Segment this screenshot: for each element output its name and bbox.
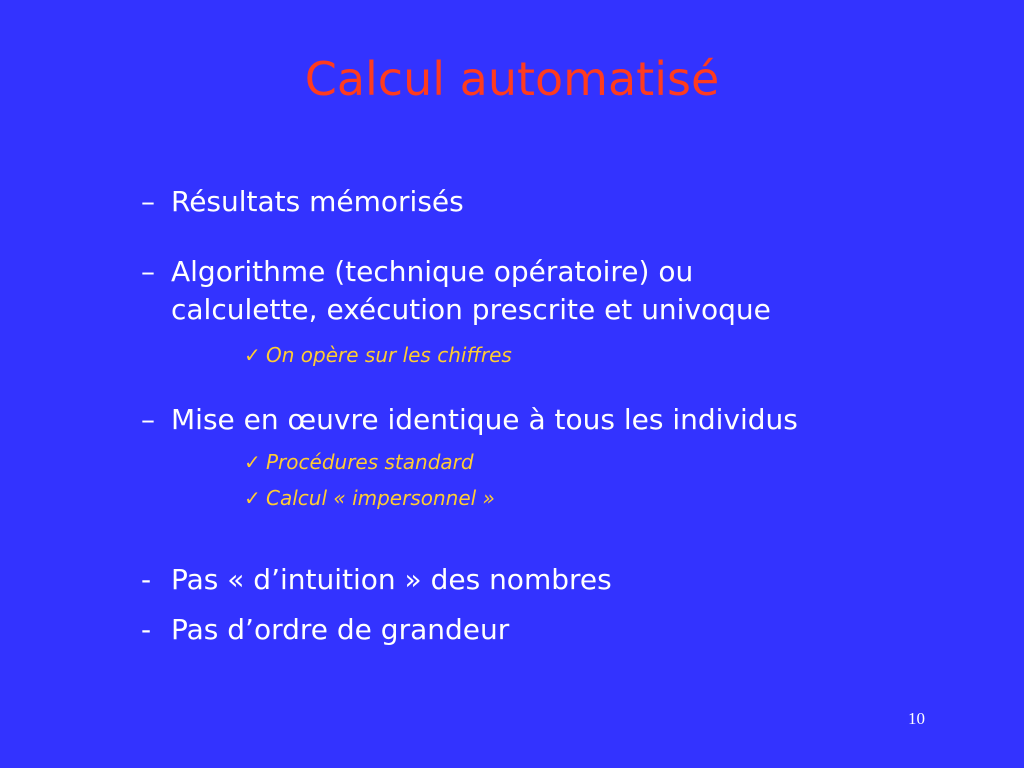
- checkmark-icon: ✓: [244, 343, 261, 367]
- sub-bullet-chiffres: [244, 341, 512, 369]
- slide-title: Calcul automatisé: [304, 52, 720, 106]
- sub-bullet-calcul: [244, 484, 495, 512]
- bullet-line-2: calculette, exécution prescrite et univoque: [171, 293, 771, 326]
- bullet-ordre-grandeur: [141, 611, 509, 649]
- checkmark-icon: ✓: [244, 450, 261, 474]
- bullet-text: [171, 253, 771, 329]
- dash-marker: –: [141, 403, 155, 436]
- bullet-text: Pas « d’intuition » des nombres: [171, 563, 612, 596]
- checkmark-icon: ✓: [244, 486, 261, 510]
- dash-marker: –: [141, 185, 155, 218]
- bullet-intuition: [141, 561, 612, 599]
- bullet-text: Pas d’ordre de grandeur: [171, 613, 510, 646]
- page-number: 10: [908, 709, 925, 728]
- bullet-algorithme: [141, 253, 771, 329]
- sub-bullet-text: On opère sur les chiffres: [266, 343, 512, 367]
- bullet-mise-en-oeuvre: [141, 401, 798, 439]
- dash-marker: -: [141, 613, 152, 646]
- sub-bullet-text: Procédures standard: [266, 450, 474, 474]
- bullet-text: Mise en œuvre identique à tous les individus: [171, 403, 798, 436]
- dash-marker: -: [141, 563, 152, 596]
- bullet-text: Résultats mémorisés: [171, 185, 464, 218]
- dash-marker: –: [141, 255, 155, 288]
- sub-bullet-text: Calcul « impersonnel »: [266, 486, 495, 510]
- bullet-line-1: Algorithme (technique opératoire) ou: [171, 255, 694, 288]
- sub-bullet-procedures: [244, 448, 474, 476]
- bullet-resultats: [141, 183, 464, 221]
